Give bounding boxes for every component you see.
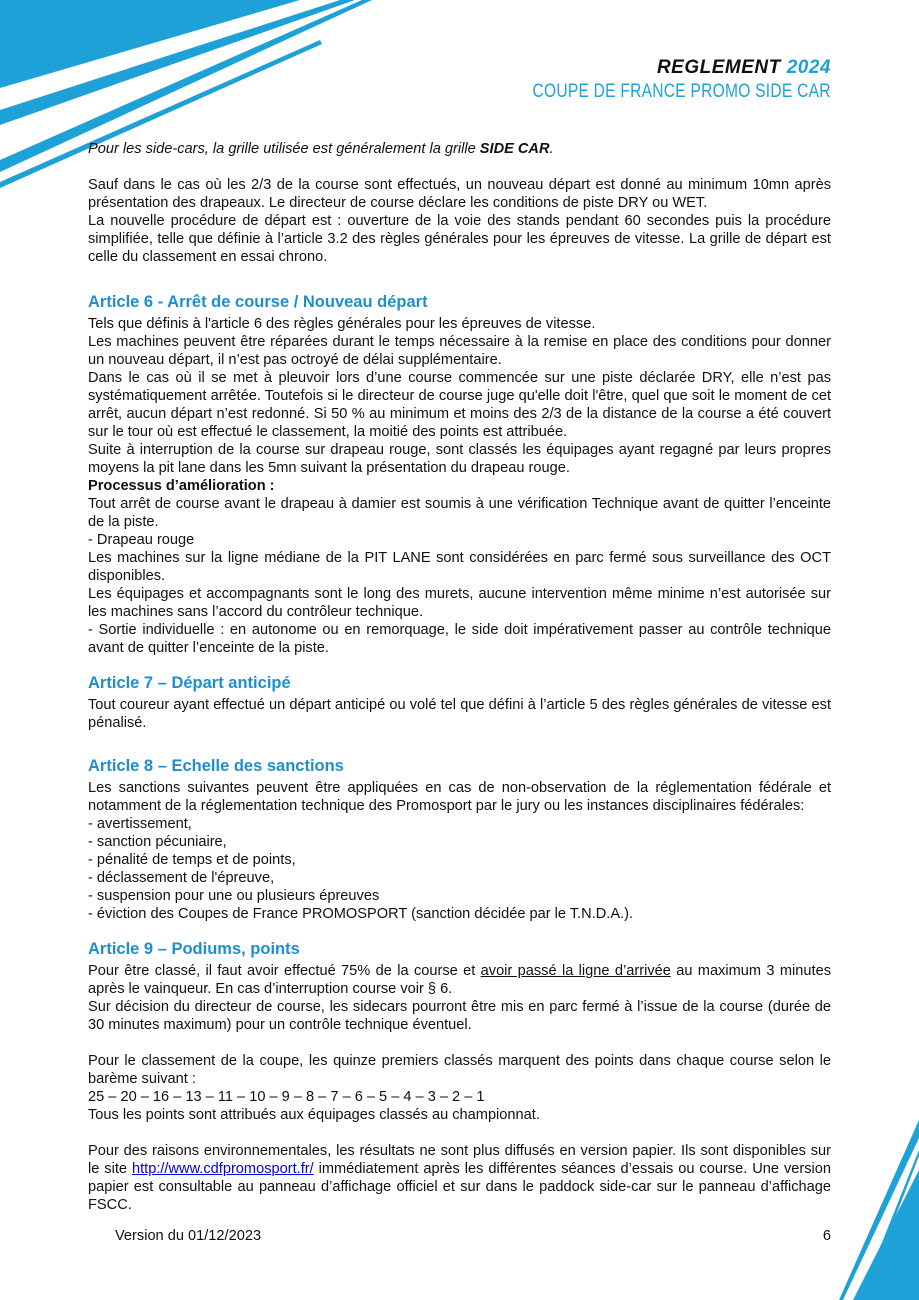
list-item: - déclassement de l'épreuve, [88, 870, 275, 886]
art9-p1-text: Pour être classé, il faut avoir effectué 75% de la course et [88, 963, 481, 979]
art6-paragraph-8: Les équipages et accompagnants sont le long des murets, aucune intervention même minime n’est autorisée sur les machines sans l’accord du contrôleur technique. [88, 586, 831, 620]
art6-paragraph-9: - Sortie individuelle : en autonome ou en remorquage, le side doit impérativement passer au contrôle technique avant de quitter l’enceinte de la piste. [88, 622, 831, 656]
art9-p5-end: immédiatement après les différentes séances d’essais ou course. Une version papier est consultable au panneau d’affichage officiel et sur dans le paddock side-car sur le panneau d’affichage FSCC. [88, 1161, 831, 1213]
corner-stripes-bottom-right [839, 1120, 919, 1300]
list-item: - pénalité de temps et de points, [88, 852, 296, 868]
version-date: Version du 01/12/2023 [115, 1228, 262, 1244]
art9-paragraph-1 [88, 962, 831, 998]
intro-paragraph-1: Sauf dans le cas où les 2/3 de la course sont effectués, un nouveau départ est donné au minimum 10mn après présentation des drapeaux. Le directeur de course déclare les conditions de piste DRY ou WET. [88, 177, 831, 211]
art9-paragraph-2: Sur décision du directeur de course, les sidecars pourront être mis en parc fermé à l’issue de la course (durée de 30 minutes maximum) pour un contrôle technique éventuel. [88, 999, 831, 1033]
intro-grid-text: Pour les side-cars, la grille utilisée est généralement la grille [88, 141, 480, 157]
art8-paragraph-1: Les sanctions suivantes peuvent être appliquées en cas de non-observation de la réglementation fédérale et notamment de la réglementation technique des Promosport par le jury ou les instances disciplinaires fédérales: [88, 780, 831, 814]
art6-paragraph-7: Les machines sur la ligne médiane de la PIT LANE sont considérées en parc fermé sous surveillance des OCT disponibles. [88, 550, 831, 584]
list-item: - suspension pour une ou plusieurs épreuves [88, 888, 380, 904]
art6-subheading: Processus d’amélioration : [88, 478, 275, 494]
art7-paragraph-1: Tout coureur ayant effectué un départ anticipé ou volé tel que défini à l’article 5 des règles générales de vitesse est pénalisé. [88, 697, 831, 731]
art9-paragraph-5 [88, 1142, 831, 1214]
header-subtitle: COUPE DE FRANCE PROMO SIDE CAR [532, 81, 831, 102]
article-8-title: Article 8 – Echelle des sanctions [88, 757, 344, 775]
document-header [467, 56, 831, 104]
list-item: - sanction pécuniaire, [88, 834, 227, 850]
header-title [467, 56, 831, 80]
page-number: 6 [822, 1228, 831, 1244]
art9-paragraph-3: Pour le classement de la coupe, les quinze premiers classés marquent des points dans chaque course selon le barème suivant : [88, 1053, 831, 1087]
art6-paragraph-3: Dans le cas où il se met à pleuvoir lors d’une course commencée sur une piste déclarée DRY, elle n’est pas systématiquement arrêtée. Toutefois si le directeur de course juge qu'elle doit l'être, quel que soit le moment de cet arrêt, aucun départ n’est redonné. Si 50 % au minimum et moins des 2/3 de la distance de la course a été couvert sur le tour où est effectué le classement, la moitié des points est attribuée. [88, 370, 831, 440]
document-body [88, 140, 831, 1214]
intro-grid [88, 140, 831, 158]
article-9-title: Article 9 – Podiums, points [88, 940, 300, 958]
list-item: - avertissement, [88, 816, 192, 832]
art6-paragraph-1: Tels que définis à l'article 6 des règles générales pour les épreuves de vitesse. [88, 316, 596, 332]
article-6-title: Article 6 - Arrêt de course / Nouveau départ [88, 293, 428, 311]
intro-paragraph-2: La nouvelle procédure de départ est : ouverture de la voie des stands pendant 60 secondes puis la procédure simplifiée, telle que définie à l’article 3.2 des règles générales pour les épreuves de vitesse. La grille de départ est celle du classement en essai chrono. [88, 213, 831, 265]
art6-paragraph-4: Suite à interruption de la course sur drapeau rouge, sont classés les équipages ayant regagné par leurs propres moyens la pit lane dans les 5mn suivant la présentation du drapeau rouge. [88, 442, 831, 476]
points-scale: 25 – 20 – 16 – 13 – 11 – 10 – 9 – 8 – 7 – 6 – 5 – 4 – 3 – 2 – 1 [88, 1089, 485, 1105]
art9-paragraph-4: Tous les points sont attribués aux équipages classés au championnat. [88, 1107, 540, 1123]
page-footer [115, 1228, 831, 1244]
intro-grid-bold: SIDE CAR [479, 141, 550, 157]
intro-grid-end: . [549, 141, 554, 157]
results-website-link[interactable]: http://www.cdfpromosport.fr/ [131, 1161, 314, 1177]
art9-p5-text: Pour des raisons environnementales, les résultats ne sont plus diffusés en version papier. Ils sont disponibles sur le site [88, 1143, 831, 1177]
art9-p1-underlined: avoir passé la ligne d’arrivée [480, 963, 671, 979]
header-reglement: REGLEMENT [656, 57, 781, 78]
art6-paragraph-2: Les machines peuvent être réparées durant le temps nécessaire à la remise en place des conditions pour donner un nouveau départ, il n’est pas octroyé de délai supplémentaire. [88, 334, 831, 368]
header-year: 2024 [786, 57, 831, 78]
art9-p1-end: au maximum 3 minutes après le vainqueur. En cas d’interruption course voir § 6. [88, 963, 831, 997]
art6-paragraph-6: - Drapeau rouge [88, 532, 195, 548]
art6-paragraph-5: Tout arrêt de course avant le drapeau à damier est soumis à une vérification Technique avant de quitter l’enceinte de la piste. [88, 496, 831, 530]
list-item: - éviction des Coupes de France PROMOSPORT (sanction décidée par le T.N.D.A.). [88, 906, 634, 922]
article-7-title: Article 7 – Départ anticipé [88, 674, 291, 692]
